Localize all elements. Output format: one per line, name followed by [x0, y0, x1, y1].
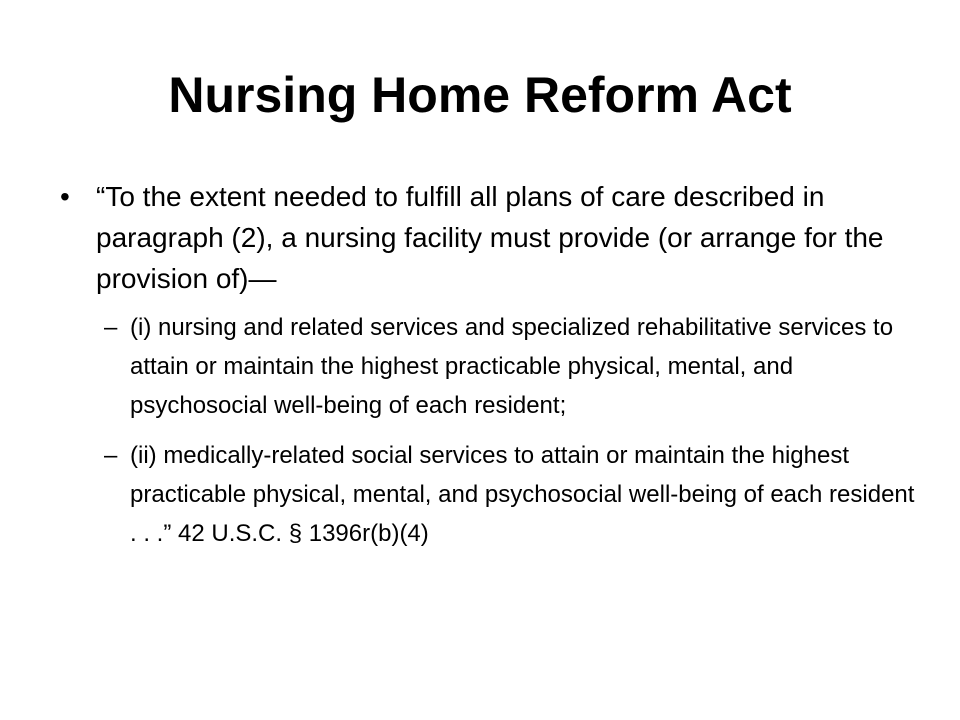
- main-bullet: [60, 176, 920, 299]
- main-bullet-text: “To the extent needed to fulfill all plans of care described in paragraph (2), a nursing facility must provide (or arrange for the provision of)—: [96, 181, 884, 294]
- sub-item-text: (i) nursing and related services and specialized rehabilitative services to attain or maintain the highest practicable physical, mental, and psychosocial well-being of each resident;: [130, 314, 894, 419]
- bullet-marker: •: [60, 181, 70, 212]
- dash-marker: –: [104, 442, 118, 469]
- dash-marker: –: [104, 314, 118, 341]
- sub-item-text: (ii) medically-related social services to attain or maintain the highest practicable physical, mental, and psychosocial well-being of each resident . . .” 42 U.S.C. § 1396r(b)(4): [130, 442, 915, 547]
- sub-item: [104, 436, 920, 553]
- sub-item: [104, 308, 920, 425]
- slide-title: Nursing Home Reform Act: [168, 67, 792, 123]
- slide-body: [60, 176, 920, 564]
